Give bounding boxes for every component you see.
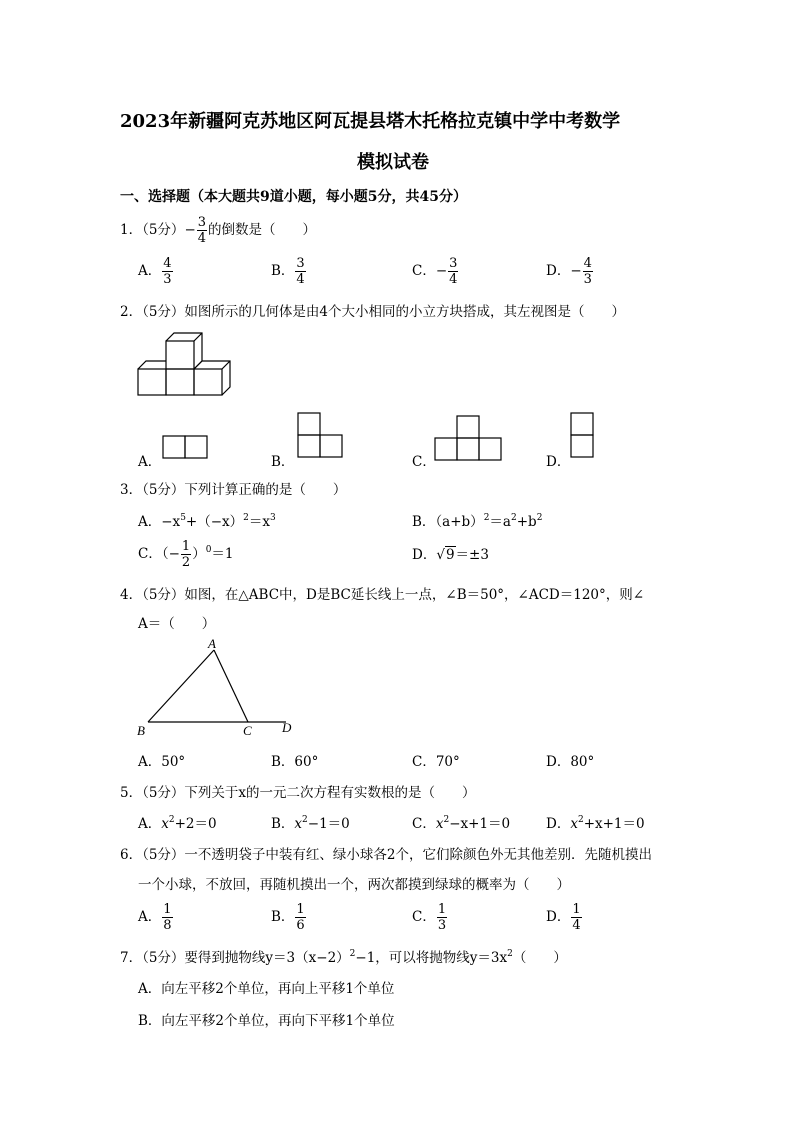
expr-part: −1＝0 [307,816,350,832]
q5-option-a[interactable] [138,812,217,832]
option-fraction [181,540,191,569]
variable: x [161,816,169,832]
q7-option-b[interactable]: B．向左平移2个单位，再向下平移1个单位 [138,1013,395,1029]
option-label: D． [412,547,437,563]
frac-num: 1 [296,902,305,917]
frac-num: 3 [296,256,305,271]
label-b: B [137,723,145,738]
q6-option-d[interactable] [546,903,583,932]
expr-part: +（−x） [185,514,244,530]
q1-prefix: 1．（5分） [120,222,185,238]
expr-part: −x+1＝0 [449,816,511,832]
q4-option-c[interactable]: C．70° [412,754,460,770]
question-7-stem [120,946,567,966]
exponent: 2 [483,513,490,523]
stem-part: 7．（5分）要得到抛物线y＝3（x−2） [120,950,350,966]
option-fraction [448,257,458,286]
label-a: A [208,636,216,651]
q5-option-d[interactable] [546,812,645,832]
question-5-stem: 5．（5分）下列关于x的一元二次方程有实数根的是（ ） [120,785,476,801]
option-label: B． [271,263,295,279]
q5-option-c[interactable] [412,812,510,832]
option-sign: − [570,263,582,279]
frac-den: 3 [437,918,447,933]
option-label: B． [271,909,295,925]
exponent: 2 [536,513,543,523]
option-fraction [437,903,447,932]
page-title-line1: 2023年新疆阿克苏地区阿瓦提县塔木托格拉克镇中学中考数学 [120,111,621,132]
q4-triangle-figure [136,638,301,738]
label-d: D [282,720,292,735]
exponent: 2 [349,949,356,959]
frac-den: 3 [163,272,172,287]
option-label: A． [138,816,162,832]
q3-option-a[interactable] [138,510,276,530]
question-2-stem: 2．（5分）如图所示的几何体是由4个大小相同的小立方块搭成，其左视图是（ ） [120,304,626,320]
exponent: 2 [243,513,249,523]
q2-option-c[interactable]: C． [412,454,436,470]
option-label: A． [138,514,162,530]
q1-fraction [197,216,207,245]
radicand: 9 [445,547,455,563]
option-fraction [571,903,581,932]
variable: x [294,816,303,832]
expr-part: （a+b） [435,514,484,530]
q1-minus: − [184,222,196,238]
frac-num: 1 [163,902,172,917]
q1-option-c[interactable] [412,257,459,286]
question-4-stem-line1: 4．（5分）如图，在△ABC中，D是BC延长线上一点，∠B＝50°，∠ACD＝120°，则∠ [120,587,645,603]
option-fraction [583,257,593,286]
option-label: A． [138,909,162,925]
option-label: A． [138,263,162,279]
question-4-stem-line2: A＝（ ） [138,616,216,632]
frac-num: 4 [583,256,592,271]
q5-option-b[interactable] [271,812,350,832]
frac-num: 1 [437,902,447,917]
q2-option-c-view [434,415,506,463]
q4-option-b[interactable]: B．60° [271,754,319,770]
exponent: 2 [507,949,513,959]
exponent: 2 [577,815,584,825]
expr-part: （− [161,546,180,562]
page-title-line2: 模拟试卷 [357,152,429,173]
expr-part: +x+1＝0 [583,816,645,832]
expr-part: −x [161,514,181,530]
frac-den: 4 [449,272,458,287]
sqrt-sign-icon: √ [436,547,445,563]
exponent: 2 [443,815,450,825]
exponent: 3 [270,513,276,523]
q2-option-d[interactable]: D． [546,454,571,470]
question-6-stem-line2: 一个小球，不放回，再随机摸出一个，两次都摸到绿球的概率为（ ） [138,877,570,893]
frac-den: 4 [572,918,581,933]
frac-den: 8 [163,918,172,933]
frac-num: 4 [163,256,172,271]
q2-option-b[interactable]: B． [271,454,295,470]
option-sign: − [435,263,448,279]
q2-option-b-view [297,412,345,460]
question-3-stem: 3．（5分）下列计算正确的是（ ） [120,482,347,498]
q6-option-a[interactable] [138,903,174,932]
q2-option-a-view [162,435,210,461]
frac-den: 4 [296,272,305,287]
variable: x [570,816,578,832]
option-label: D． [546,909,571,925]
expr-part: +2＝0 [174,816,217,832]
q3-option-b[interactable] [412,510,542,530]
q3-option-d[interactable] [412,543,489,563]
exponent: 2 [168,815,175,825]
question-1-stem [120,216,316,245]
q1-option-b[interactable] [271,257,307,286]
question-6-stem-line1: 6．（5分）一不透明袋子中装有红、绿小球各2个，它们除颜色外无其他差别．先随机摸出 [120,847,653,863]
q3-option-c[interactable] [138,540,234,569]
q7-option-a[interactable]: A．向左平移2个单位，再向上平移1个单位 [138,981,395,997]
stem-part: （ ） [512,950,567,966]
option-label: C． [412,816,436,832]
q1-frac-num: 3 [197,215,207,230]
expr-part: ＝a [489,514,511,530]
q1-option-d[interactable] [546,257,594,286]
expr-part: ） [192,546,206,562]
q2-option-a[interactable]: A． [138,454,162,470]
option-fraction [162,903,172,932]
q2-option-d-view [570,412,596,460]
q4-option-a[interactable]: A．50° [138,754,186,770]
expr-part: ＝±3 [455,547,489,563]
frac-den: 6 [296,918,305,933]
option-fraction [295,257,305,286]
expr-part: ＝x [248,514,271,530]
q1-option-a[interactable] [138,257,174,286]
variable: x [435,816,444,832]
stem-part: −1，可以将抛物线y＝3x [355,950,508,966]
q1-suffix: 的倒数是（ ） [208,222,317,238]
option-label: D． [546,263,571,279]
q6-option-b[interactable] [271,903,307,932]
q6-option-c[interactable] [412,903,448,932]
q1-frac-den: 4 [197,231,207,246]
expr-part: +b [516,514,537,530]
exponent: 2 [302,815,308,825]
expr-part: ＝1 [211,546,234,562]
section-heading: 一、选择题（本大题共9道小题，每小题5分，共45分） [120,189,467,205]
exponent: 5 [180,513,186,523]
option-label: B． [271,816,295,832]
frac-num: 1 [181,539,191,554]
frac-den: 3 [583,272,592,287]
option-label: C． [412,263,436,279]
exponent: 0 [205,545,212,555]
q2-solid-figure [136,333,236,399]
option-label: C． [412,909,436,925]
label-c: C [243,723,252,738]
option-label: D． [546,816,571,832]
option-label: C． [138,546,162,562]
frac-den: 2 [181,555,191,570]
frac-num: 1 [572,902,581,917]
q4-option-d[interactable]: D．80° [546,754,595,770]
option-fraction [162,257,172,286]
exponent: 2 [510,513,517,523]
option-fraction [295,903,305,932]
frac-num: 3 [449,256,458,271]
option-label: B． [412,514,436,530]
